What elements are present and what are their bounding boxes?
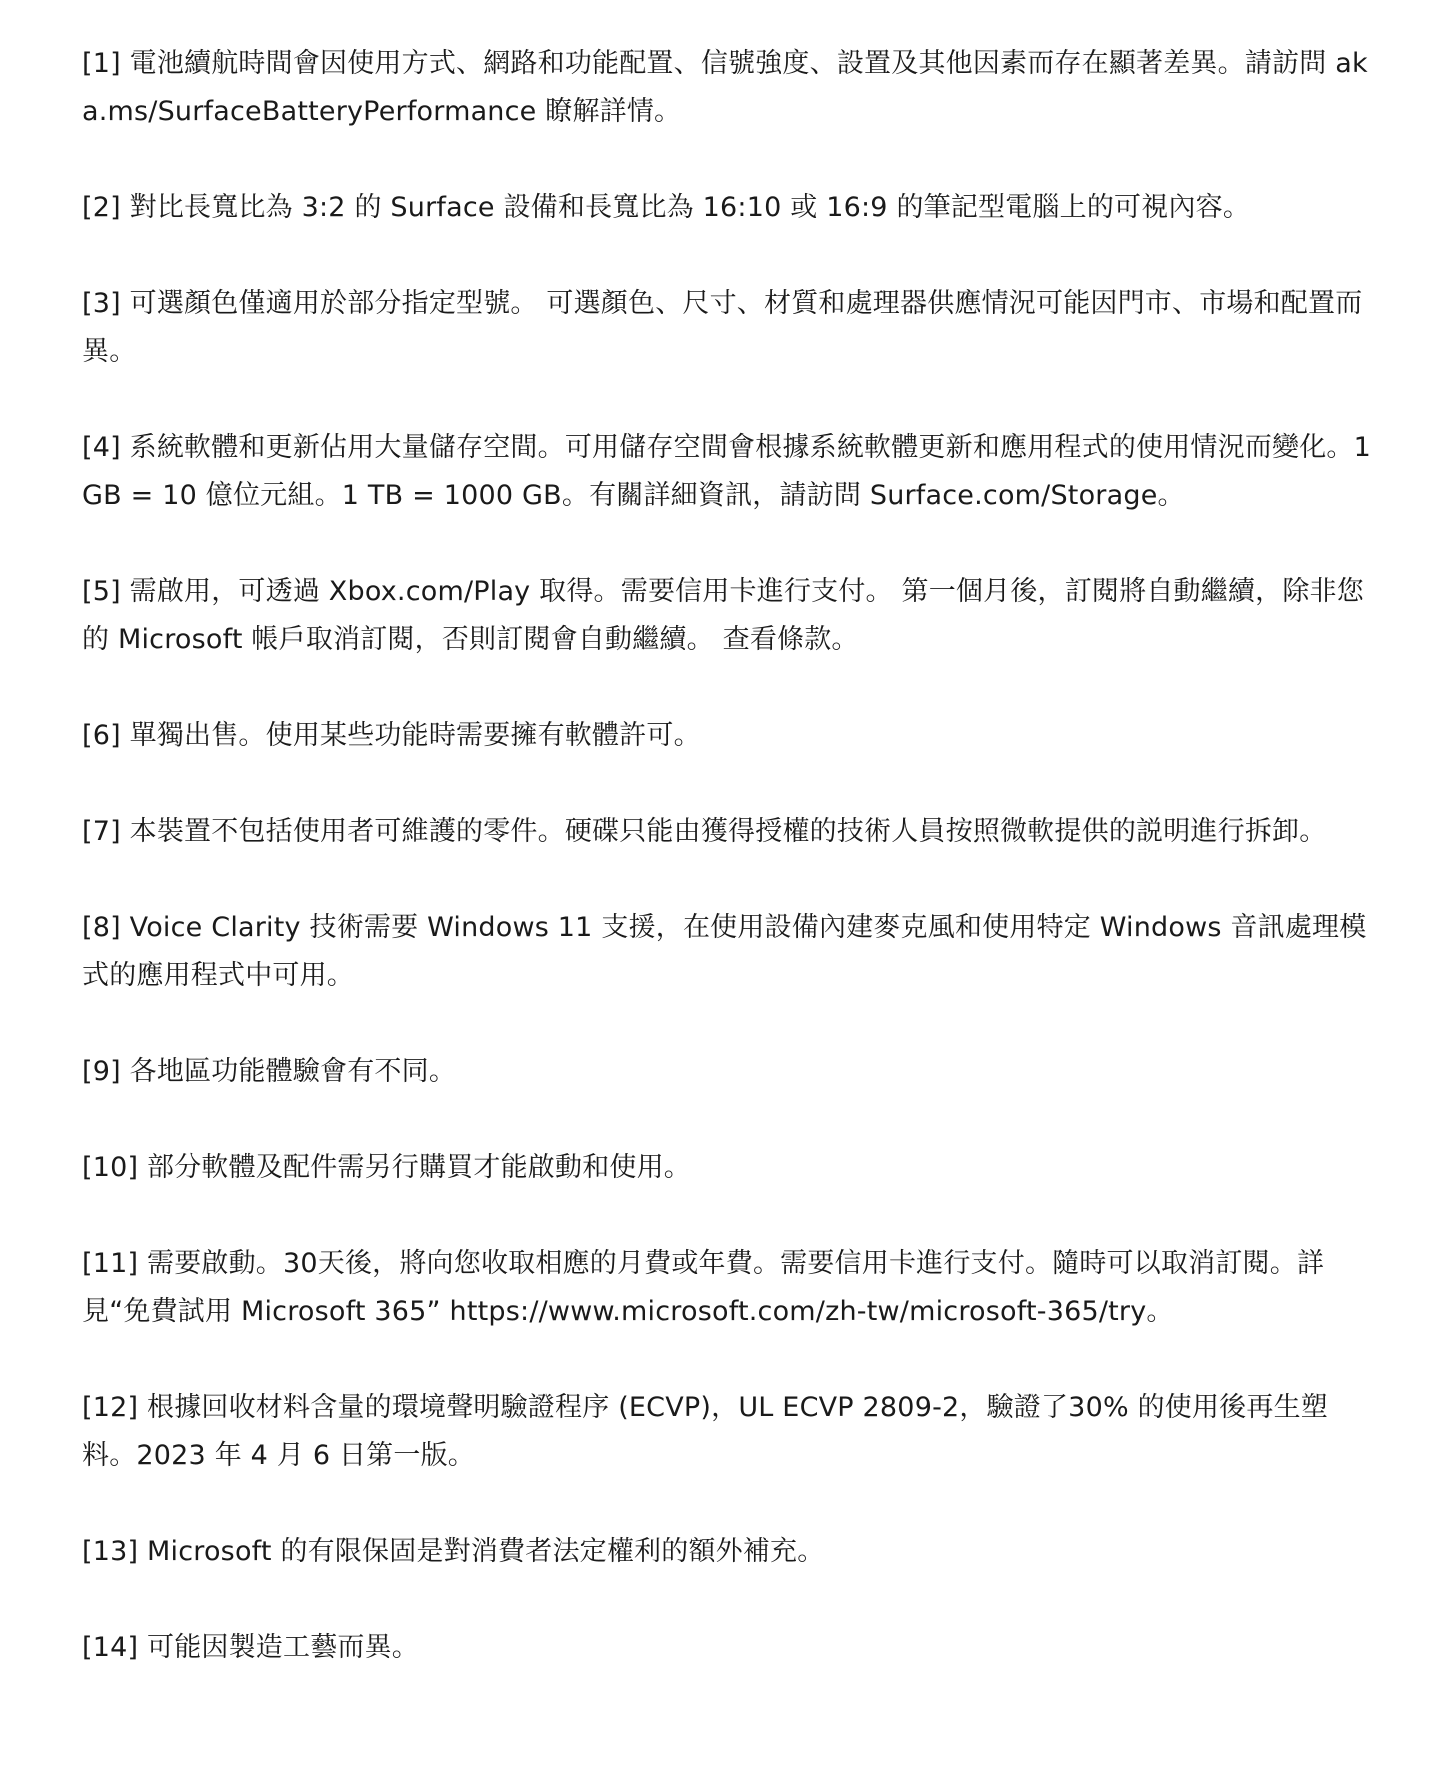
footnote-12: [12] 根據回收材料含量的環境聲明驗證程序 (ECVP)，UL ECVP 2809-2，驗證了30% 的使用後再生塑料。2023 年 4 月 6 日第一版。 xyxy=(82,1392,1328,1471)
footnote-4: [4] 系統軟體和更新佔用大量儲存空間。可用儲存空間會根據系統軟體更新和應用程式的使用情況而變化。1GB = 10 億位元組。1 TB = 1000 GB。有關詳細資訊，請訪問 Surface.com/Storage。 xyxy=(82,432,1372,511)
footnote-7: [7] 本裝置不包括使用者可維護的零件。硬碟只能由獲得授權的技術人員按照微軟提供的説明進行拆卸。 xyxy=(82,816,1327,847)
footnote-13: [13] Microsoft 的有限保固是對消費者法定權利的額外補充。 xyxy=(82,1536,825,1567)
footnote-5: [5] 需啟用，可透過 Xbox.com/Play 取得。需要信用卡進行支付。 第一個月後，訂閱將自動繼續，除非您的 Microsoft 帳戶取消訂閱，否則訂閱會自動繼續。 查看條款。 xyxy=(82,576,1364,655)
footnote-6: [6] 單獨出售。使用某些功能時需要擁有軟體許可。 xyxy=(82,720,701,751)
footnotes-list xyxy=(82,40,1372,1720)
footnote-14: [14] 可能因製造工藝而異。 xyxy=(82,1632,420,1663)
footnote-11: [11] 需要啟動。30天後，將向您收取相應的月費或年費。需要信用卡進行支付。隨時可以取消訂閱。詳見“免費試用 Microsoft 365” https://www.microsoft.com/zh-tw/microsoft-365/try。 xyxy=(82,1248,1325,1327)
footnote-1: [1] 電池續航時間會因使用方式、網路和功能配置、信號強度、設置及其他因素而存在顯著差異。請訪問 aka.ms/SurfaceBatteryPerformance 瞭解詳情。 xyxy=(82,48,1368,127)
footnote-3: [3] 可選顏色僅適用於部分指定型號。 可選顏色、尺寸、材質和處理器供應情況可能因門市、市場和配置而異。 xyxy=(82,288,1363,367)
footnote-2: [2] 對比長寬比為 3:2 的 Surface 設備和長寬比為 16:10 或 16:9 的筆記型電腦上的可視內容。 xyxy=(82,192,1251,223)
footnote-10: [10] 部分軟體及配件需另行購買才能啟動和使用。 xyxy=(82,1152,692,1183)
footnote-9: [9] 各地區功能體驗會有不同。 xyxy=(82,1056,457,1087)
footnote-8: [8] Voice Clarity 技術需要 Windows 11 支援，在使用設備內建麥克風和使用特定 Windows 音訊處理模式的應用程式中可用。 xyxy=(82,912,1367,991)
